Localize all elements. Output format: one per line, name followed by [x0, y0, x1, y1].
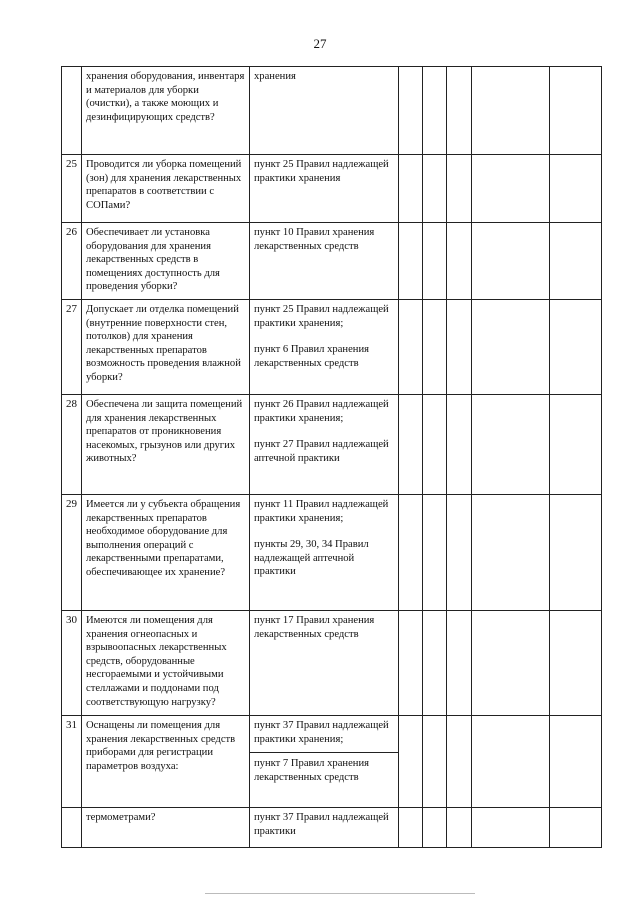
answer-na-cell[interactable]: [447, 716, 472, 808]
requirement-question: хранения оборудования, инвентаря и материалов для уборки (очистки), а также моющих и дезинфицирующих средств?: [82, 67, 250, 155]
answer-na-cell[interactable]: [447, 223, 472, 300]
comment-cell[interactable]: [472, 716, 550, 808]
answer-yes-cell[interactable]: [399, 808, 423, 848]
comment-cell[interactable]: [472, 300, 550, 395]
row-number: 31: [62, 716, 82, 808]
table-row: [62, 67, 602, 155]
row-number: 25: [62, 155, 82, 223]
answer-na-cell[interactable]: [447, 495, 472, 611]
table-row: [62, 495, 602, 611]
legal-reference-cell: [250, 716, 399, 808]
table-row: [62, 155, 602, 223]
table-row: [62, 395, 602, 495]
requirement-question: термометрами?: [82, 808, 250, 848]
table-row: [62, 223, 602, 300]
legal-reference: пункт 11 Правил надлежащей практики хранения;: [254, 499, 389, 524]
answer-na-cell[interactable]: [447, 300, 472, 395]
answer-no-cell[interactable]: [423, 67, 447, 155]
comment-cell[interactable]: [472, 67, 550, 155]
legal-reference-cell: [250, 808, 399, 848]
note-cell[interactable]: [550, 300, 602, 395]
legal-reference: пункт 26 Правил надлежащей практики хранения;: [254, 399, 389, 424]
answer-yes-cell[interactable]: [399, 395, 423, 495]
answer-no-cell[interactable]: [423, 808, 447, 848]
answer-no-cell[interactable]: [423, 395, 447, 495]
note-cell[interactable]: [550, 155, 602, 223]
legal-reference: пункт 37 Правил надлежащей практики хранения;: [254, 720, 389, 745]
legal-reference-cell: [250, 67, 399, 155]
note-cell[interactable]: [550, 495, 602, 611]
table-row: [62, 808, 602, 848]
answer-yes-cell[interactable]: [399, 300, 423, 395]
answer-yes-cell[interactable]: [399, 155, 423, 223]
row-number: 27: [62, 300, 82, 395]
comment-cell[interactable]: [472, 155, 550, 223]
legal-reference: пункт 25 Правил надлежащей практики хранения: [254, 159, 389, 184]
page-number: 27: [313, 36, 327, 51]
answer-na-cell[interactable]: [447, 611, 472, 716]
answer-no-cell[interactable]: [423, 611, 447, 716]
requirement-question: Проводится ли уборка помещений (зон) для хранения лекарственных препаратов в соответствии с СОПами?: [82, 155, 250, 223]
note-cell[interactable]: [550, 223, 602, 300]
row-number: 26: [62, 223, 82, 300]
answer-na-cell[interactable]: [447, 67, 472, 155]
checklist-table: [61, 66, 602, 848]
legal-reference: пункт 6 Правил хранения лекарственных средств: [254, 344, 370, 369]
note-cell[interactable]: [550, 808, 602, 848]
answer-yes-cell[interactable]: [399, 223, 423, 300]
table-row: [62, 716, 602, 808]
legal-reference-cell: [250, 395, 399, 495]
comment-cell[interactable]: [472, 223, 550, 300]
legal-reference: пункт 10 Правил хранения лекарственных средств: [254, 227, 375, 252]
legal-reference: пункт 27 Правил надлежащей аптечной практики: [254, 439, 389, 464]
answer-na-cell[interactable]: [447, 808, 472, 848]
row-number: [62, 808, 82, 848]
legal-reference: пункт 37 Правил надлежащей практики: [254, 812, 389, 837]
legal-reference: пункт 7 Правил хранения лекарственных средств: [250, 752, 398, 784]
legal-reference-cell: [250, 495, 399, 611]
answer-no-cell[interactable]: [423, 155, 447, 223]
requirement-question: Допускает ли отделка помещений (внутренние поверхности стен, потолков) для хранения лекарственных препаратов возможность проведения влажной уборки?: [82, 300, 250, 395]
answer-yes-cell[interactable]: [399, 716, 423, 808]
note-cell[interactable]: [550, 395, 602, 495]
requirement-question: Оснащены ли помещения для хранения лекарственных средств приборами для регистрации параметров воздуха:: [82, 716, 250, 808]
legal-reference-cell: [250, 223, 399, 300]
scan-edge-line: [205, 893, 475, 894]
answer-na-cell[interactable]: [447, 155, 472, 223]
comment-cell[interactable]: [472, 611, 550, 716]
legal-reference: пункты 29, 30, 34 Правил надлежащей аптечной практики: [254, 539, 369, 578]
requirement-question: Имеется ли у субъекта обращения лекарственных препаратов необходимое оборудование для выполнения операций с лекарственными препаратами, обеспечивающее их хранение?: [82, 495, 250, 611]
row-number: 29: [62, 495, 82, 611]
answer-no-cell[interactable]: [423, 495, 447, 611]
requirement-question: Обеспечена ли защита помещений для хранения лекарственных препаратов от проникновения насекомых, грызунов или других животных?: [82, 395, 250, 495]
comment-cell[interactable]: [472, 395, 550, 495]
row-number: 28: [62, 395, 82, 495]
legal-reference-cell: [250, 300, 399, 395]
table-row: [62, 300, 602, 395]
answer-yes-cell[interactable]: [399, 67, 423, 155]
answer-yes-cell[interactable]: [399, 495, 423, 611]
note-cell[interactable]: [550, 611, 602, 716]
answer-no-cell[interactable]: [423, 300, 447, 395]
answer-yes-cell[interactable]: [399, 611, 423, 716]
row-number: 30: [62, 611, 82, 716]
answer-no-cell[interactable]: [423, 716, 447, 808]
legal-reference: пункт 25 Правил надлежащей практики хранения;: [254, 304, 389, 329]
legal-reference: хранения: [254, 71, 296, 82]
table-row: [62, 611, 602, 716]
row-number: [62, 67, 82, 155]
answer-na-cell[interactable]: [447, 395, 472, 495]
note-cell[interactable]: [550, 67, 602, 155]
comment-cell[interactable]: [472, 808, 550, 848]
requirement-question: Имеются ли помещения для хранения огнеопасных и взрывоопасных лекарственных средств, оборудованные несгораемыми и устойчивыми стеллажами и поддонами под соответствующую нагрузку?: [82, 611, 250, 716]
note-cell[interactable]: [550, 716, 602, 808]
answer-no-cell[interactable]: [423, 223, 447, 300]
legal-reference-cell: [250, 155, 399, 223]
legal-reference-cell: [250, 611, 399, 716]
comment-cell[interactable]: [472, 495, 550, 611]
legal-reference: пункт 17 Правил хранения лекарственных средств: [254, 615, 375, 640]
requirement-question: Обеспечивает ли установка оборудования для хранения лекарственных средств в помещениях доступность для проведения уборки?: [82, 223, 250, 300]
